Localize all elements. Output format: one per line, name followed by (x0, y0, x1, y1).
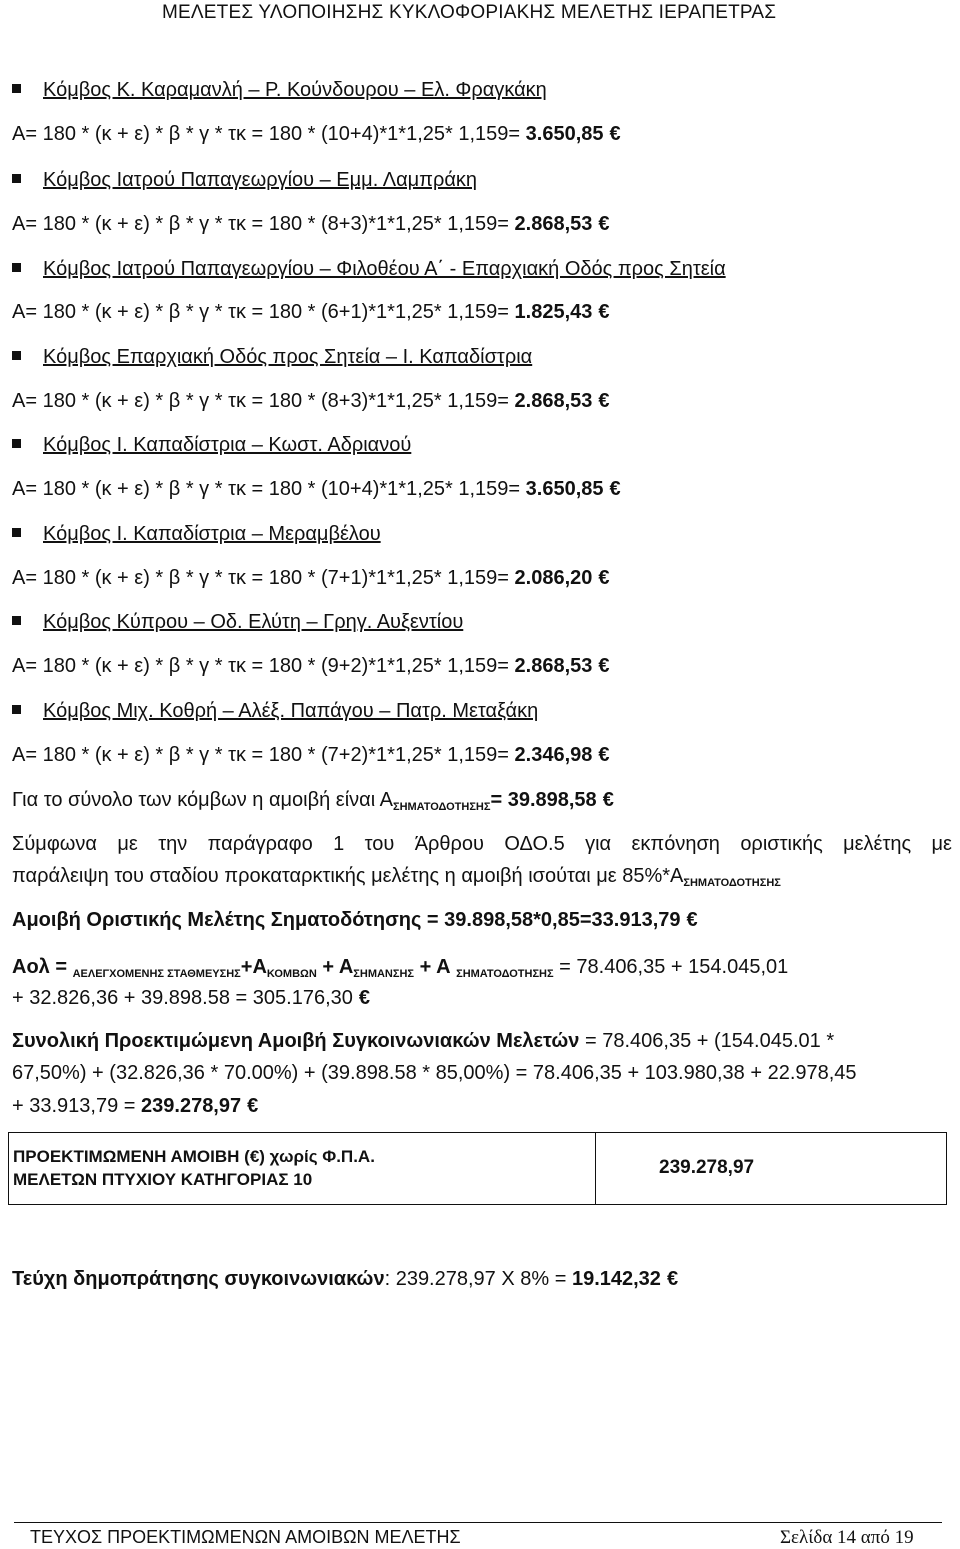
total-estimate-line-3 (12, 1094, 258, 1118)
fee-summary-line-2: ΜΕΛΕΤΩΝ ΠΤΥΧΙΟΥ ΚΑΤΗΓΟΡΙΑΣ 10 (13, 1170, 313, 1189)
paragraph-word: Άρθρου (414, 833, 484, 855)
fee-summary-line-1: ΠΡΟΕΚΤΙΜΩΜΕΝΗ ΑΜΟΙΒΗ (€) χωρίς Φ.Π.Α. (13, 1147, 375, 1166)
node-name: Κόμβος Επαρχιακή Οδός προς Σητεία – Ι. Καπαδίστρια (43, 346, 533, 368)
paragraph-words (12, 832, 952, 856)
node-item (12, 168, 477, 192)
fee-summary-box (8, 1132, 947, 1205)
total-estimate-line-2 (12, 1061, 857, 1085)
node-formula (12, 212, 610, 236)
formula-result: 3.650,85 (525, 478, 604, 500)
node-name: Κόμβος Ιατρού Παπαγεωργίου – Φιλοθέου Α΄ - Επαρχιακή Οδός προς Σητεία (43, 258, 726, 280)
euro-icon: € (247, 1095, 259, 1117)
paragraph-word: την (158, 833, 188, 855)
definitive-fee (12, 908, 698, 932)
page-number: Σελίδα 14 από 19 (780, 1527, 914, 1548)
bullet-icon (12, 174, 21, 183)
formula-text: Α= 180 * (κ + ε) * β * γ * τκ = 180 * (8+3)*1*1,25* 1,159= (12, 390, 515, 412)
node-item (12, 257, 726, 281)
paragraph-word: ΟΔΟ.5 (504, 833, 565, 855)
formula-result: 2.868,53 (514, 390, 593, 412)
formula-text: Α= 180 * (κ + ε) * β * γ * τκ = 180 * (6+1)*1*1,25* 1,159= (12, 301, 515, 323)
aol-sub-3: ΣΗΜΑΝΣΗΣ (353, 968, 415, 980)
euro-icon: € (686, 909, 698, 931)
total-estimate-value: 239.278,97 (141, 1095, 242, 1117)
formula-result: 2.868,53 (514, 213, 593, 235)
euro-icon: € (666, 1268, 679, 1290)
euro-icon: € (602, 789, 614, 811)
paragraph-line-2 (12, 864, 781, 891)
node-item (12, 345, 532, 369)
formula-text: Α= 180 * (κ + ε) * β * γ * τκ = 180 * (7+1)*1*1,25* 1,159= (12, 567, 515, 589)
total-estimate-line3-pre: + 33.913,79 = (12, 1095, 142, 1117)
paragraph-word: εκπόνηση (631, 833, 720, 855)
total-estimate-label: Συνολική Προεκτιμώμενη Αμοιβή Συγκοινωνιακών Μελετών (12, 1030, 580, 1052)
node-formula (12, 654, 610, 678)
total-estimate-line-1 (12, 1029, 834, 1053)
paragraph-word: 1 (333, 833, 345, 855)
formula-result: 2.086,20 (514, 567, 593, 589)
paragraph-word: με (931, 833, 952, 855)
paragraph-word: για (585, 833, 612, 855)
paragraph-sub: ΣΗΜΑΤΟΔΟΤΗΣΗΣ (683, 877, 781, 889)
node-formula (12, 389, 610, 413)
euro-icon: € (609, 478, 621, 500)
document-header: ΜΕΛΕΤΕΣ ΥΛΟΠΟΙΗΣΗΣ ΚΥΚΛΟΦΟΡΙΑΚΗΣ ΜΕΛΕΤΗΣ ΙΕΡΑΠΕΤΡΑΣ (162, 2, 777, 23)
node-name: Κόμβος Ι. Καπαδίστρια – Μεραμβέλου (43, 523, 381, 545)
fee-summary-value: 239.278,97 (659, 1157, 755, 1178)
publication-value: 19.142,32 (571, 1268, 661, 1290)
node-formula (12, 122, 621, 146)
euro-icon: € (598, 301, 610, 323)
euro-icon: € (598, 213, 610, 235)
paragraph-text: παράλειψη του σταδίου προκαταρκτικής μελέτης η αμοιβή ισούται με 85%*Α (12, 865, 684, 887)
euro-icon: € (598, 744, 610, 766)
bullet-icon (12, 439, 21, 448)
node-name: Κόμβος Ι. Καπαδίστρια – Κωστ. Αδριανού (43, 434, 412, 456)
bullet-icon (12, 263, 21, 272)
total-value: = 39.898,58 (490, 789, 597, 811)
formula-text: Α= 180 * (κ + ε) * β * γ * τκ = 180 * (9+2)*1*1,25* 1,159= (12, 655, 515, 677)
aol-sub-2: ΚΟΜΒΩΝ (266, 968, 317, 980)
node-item (12, 433, 411, 457)
formula-text: Α= 180 * (κ + ε) * β * γ * τκ = 180 * (8+3)*1*1,25* 1,159= (12, 213, 515, 235)
paragraph-word: παράγραφο (207, 833, 313, 855)
formula-result: 1.825,43 (514, 301, 593, 323)
node-name: Κόμβος Μιχ. Κοθρή – Αλέξ. Παπάγου – Πατρ. Μεταξάκη (43, 700, 539, 722)
formula-text: Α= 180 * (κ + ε) * β * γ * τκ = 180 * (10+4)*1*1,25* 1,159= (12, 123, 526, 145)
aol-line-2 (12, 986, 370, 1010)
publication-rest: : 239.278,97 Χ 8% = (384, 1268, 572, 1290)
euro-icon: € (598, 567, 610, 589)
formula-result: 2.868,53 (514, 655, 593, 677)
paragraph-word: μελέτης (843, 833, 912, 855)
total-sub: ΣΗΜΑΤΟΔΟΤΗΣΗΣ (392, 801, 491, 813)
euro-icon: € (598, 655, 610, 677)
node-formula (12, 566, 610, 590)
aol-a3: + Α (316, 956, 354, 978)
total-text: Για το σύνολο των κόμβων η αμοιβή είναι Α (12, 789, 393, 811)
aol-a2: +Α (240, 956, 267, 978)
bullet-icon (12, 84, 21, 93)
formula-text: Α= 180 * (κ + ε) * β * γ * τκ = 180 * (10+4)*1*1,25* 1,159= (12, 478, 526, 500)
formula-result: 2.346,98 (514, 744, 593, 766)
aol-eq: = 78.406,35 + 154.045,01 (553, 956, 789, 978)
bullet-icon (12, 351, 21, 360)
bullet-icon (12, 616, 21, 625)
bullet-icon (12, 705, 21, 714)
aol-label: Αολ = (12, 956, 73, 978)
aol-line2-text: + 32.826,36 + 39.898.58 = 305.176,30 (12, 987, 353, 1009)
bullet-icon (12, 528, 21, 537)
paragraph-word: Σύμφωνα (12, 833, 97, 855)
node-formula (12, 477, 621, 501)
euro-icon: € (609, 123, 621, 145)
node-item (12, 522, 381, 546)
fee-summary-label-cell (9, 1133, 596, 1204)
aol-sub-4: ΣΗΜΑΤΟΔΟΤΗΣΗΣ (456, 968, 554, 980)
total-estimate-rest: = 78.406,35 + (154.045.01 * (579, 1030, 835, 1052)
formula-text: Α= 180 * (κ + ε) * β * γ * τκ = 180 * (7+2)*1*1,25* 1,159= (12, 744, 515, 766)
node-item (12, 78, 547, 102)
formula-result: 3.650,85 (525, 123, 604, 145)
publication-label: Τεύχη δημοπράτησης συγκοινωνιακών (12, 1268, 385, 1290)
total-estimate-line2: 67,50%) + (32.826,36 * 70.00%) + (39.898.58 * 85,00%) = 78.406,35 + 103.980,38 + 22.978,45 (12, 1062, 857, 1084)
euro-icon: € (598, 390, 610, 412)
node-name: Κόμβος Κ. Καραμανλή – Ρ. Κούνδουρου – Ελ. Φραγκάκη (43, 79, 547, 101)
node-item (12, 610, 463, 634)
euro-icon: € (358, 987, 370, 1009)
total-line (12, 788, 614, 815)
aol-line-1 (12, 955, 788, 982)
publication-line (12, 1267, 678, 1291)
footer-title: ΤΕΥΧΟΣ ΠΡΟΕΚΤΙΜΩΜΕΝΩΝ ΑΜΟΙΒΩΝ ΜΕΛΕΤΗΣ (30, 1527, 461, 1547)
paragraph-word: οριστικής (740, 833, 823, 855)
paragraph-word: με (117, 833, 138, 855)
node-item (12, 699, 538, 723)
paragraph-word: του (364, 833, 395, 855)
paragraph-line-1 (12, 832, 952, 856)
node-formula (12, 743, 610, 767)
aol-sub-1: ΑΕΛΕΓΧΟΜΕΝΗΣ ΣΤΑΘΜΕΥΣΗΣ (72, 968, 241, 980)
footer-divider (14, 1522, 942, 1523)
node-name: Κόμβος Κύπρου – Οδ. Ελύτη – Γρηγ. Αυξεντίου (43, 611, 464, 633)
node-formula (12, 300, 610, 324)
definitive-fee-text: Αμοιβή Οριστικής Μελέτης Σηματοδότησης = 39.898,58*0,85=33.913,79 (12, 909, 681, 931)
aol-a4: + Α (414, 956, 457, 978)
node-name: Κόμβος Ιατρού Παπαγεωργίου – Εμμ. Λαμπράκη (43, 169, 478, 191)
